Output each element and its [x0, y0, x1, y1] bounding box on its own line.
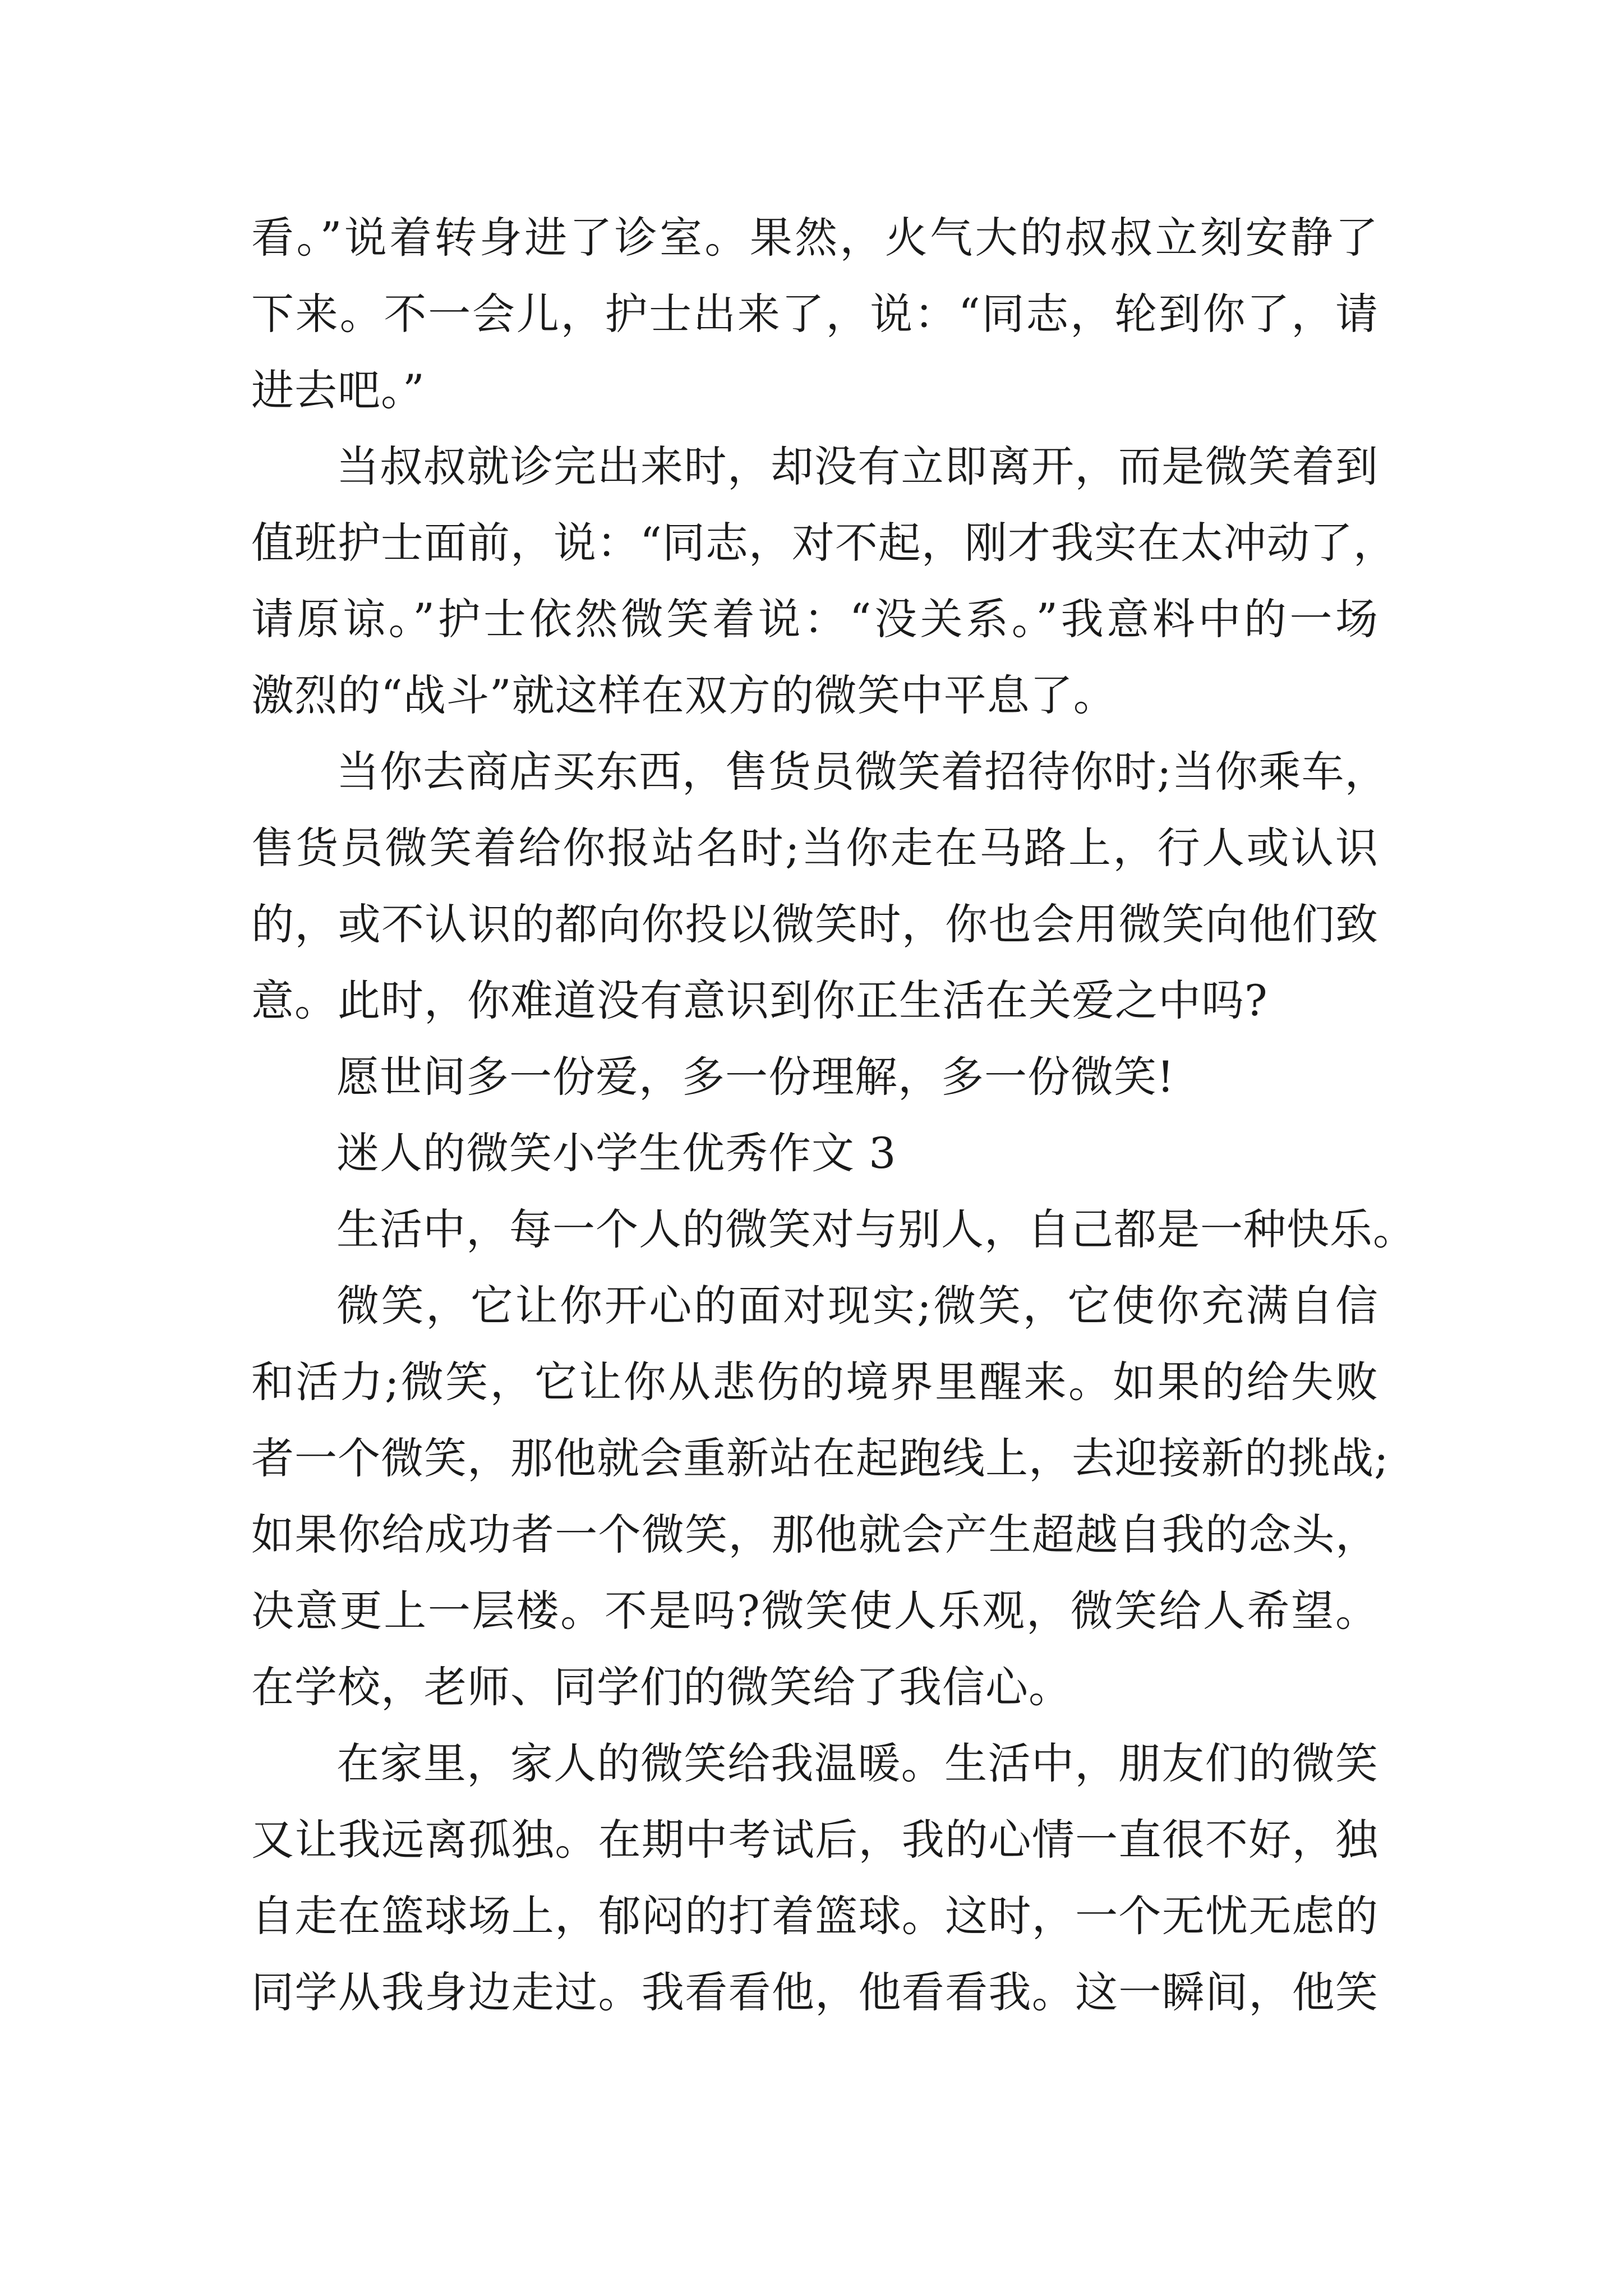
- text-line: 愿世间多一份爱，多一份理解，多一份微笑!: [336, 1052, 1175, 1102]
- text-line: 当叔叔就诊完出来时，却没有立即离开，而是微笑着到: [336, 441, 1378, 491]
- text-line: 同学从我身边走过。我看看他，他看看我。这一瞬间，他笑: [251, 1967, 1378, 2017]
- text-line: 微笑，它让你开心的面对现实;微笑，它使你充满自信: [336, 1281, 1378, 1331]
- text-line: 迷人的微笑小学生优秀作文 3: [336, 1128, 897, 1178]
- text-line: 和活力;微笑，它让你从悲伤的境界里醒来。如果的给失败: [251, 1357, 1378, 1407]
- text-line: 当你去商店买东西，售货员微笑着招待你时;当你乘车，: [336, 747, 1388, 797]
- text-line: 者一个微笑，那他就会重新站在起跑线上，去迎接新的挑战;: [251, 1433, 1389, 1483]
- text-line: 生活中，每一个人的微笑对与别人，自己都是一种快乐。: [336, 1204, 1416, 1254]
- text-line: 在家里，家人的微笑给我温暖。生活中，朋友们的微笑: [336, 1738, 1378, 1788]
- text-line: 的，或不认识的都向你投以微笑时，你也会用微笑向他们致: [251, 899, 1378, 949]
- text-line: 决意更上一层楼。不是吗?微笑使人乐观，微笑给人希望。: [251, 1586, 1378, 1636]
- text-line: 售货员微笑着给你报站名时;当你走在马路上，行人或认识: [251, 823, 1378, 873]
- text-line: 下来。不一会儿，护士出来了，说：“同志，轮到你了，请: [251, 289, 1378, 339]
- text-line: 意。此时，你难道没有意识到你正生活在关爱之中吗?: [251, 976, 1268, 1025]
- text-line: 请原谅。”护士依然微笑着说：“没关系。”我意料中的一场: [251, 594, 1378, 644]
- text-line: 激烈的“战斗”就这样在双方的微笑中平息了。: [251, 670, 1117, 720]
- text-line: 自走在篮球场上，郁闷的打着篮球。这时，一个无忧无虑的: [251, 1891, 1378, 1941]
- text-line: 在学校，老师、同学们的微笑给了我信心。: [251, 1662, 1072, 1712]
- text-line: 看。”说着转身进了诊室。果然，火气大的叔叔立刻安静了: [251, 213, 1378, 263]
- text-line: 又让我远离孤独。在期中考试后，我的心情一直很不好，独: [251, 1815, 1378, 1865]
- text-line: 进去吧。”: [251, 365, 425, 415]
- document-body: [251, 200, 1416, 2031]
- text-line: 如果你给成功者一个微笑，那他就会产生超越自我的念头，: [251, 1510, 1378, 1559]
- text-line: 值班护士面前，说：“同志，对不起，刚才我实在太冲动了，: [251, 518, 1396, 568]
